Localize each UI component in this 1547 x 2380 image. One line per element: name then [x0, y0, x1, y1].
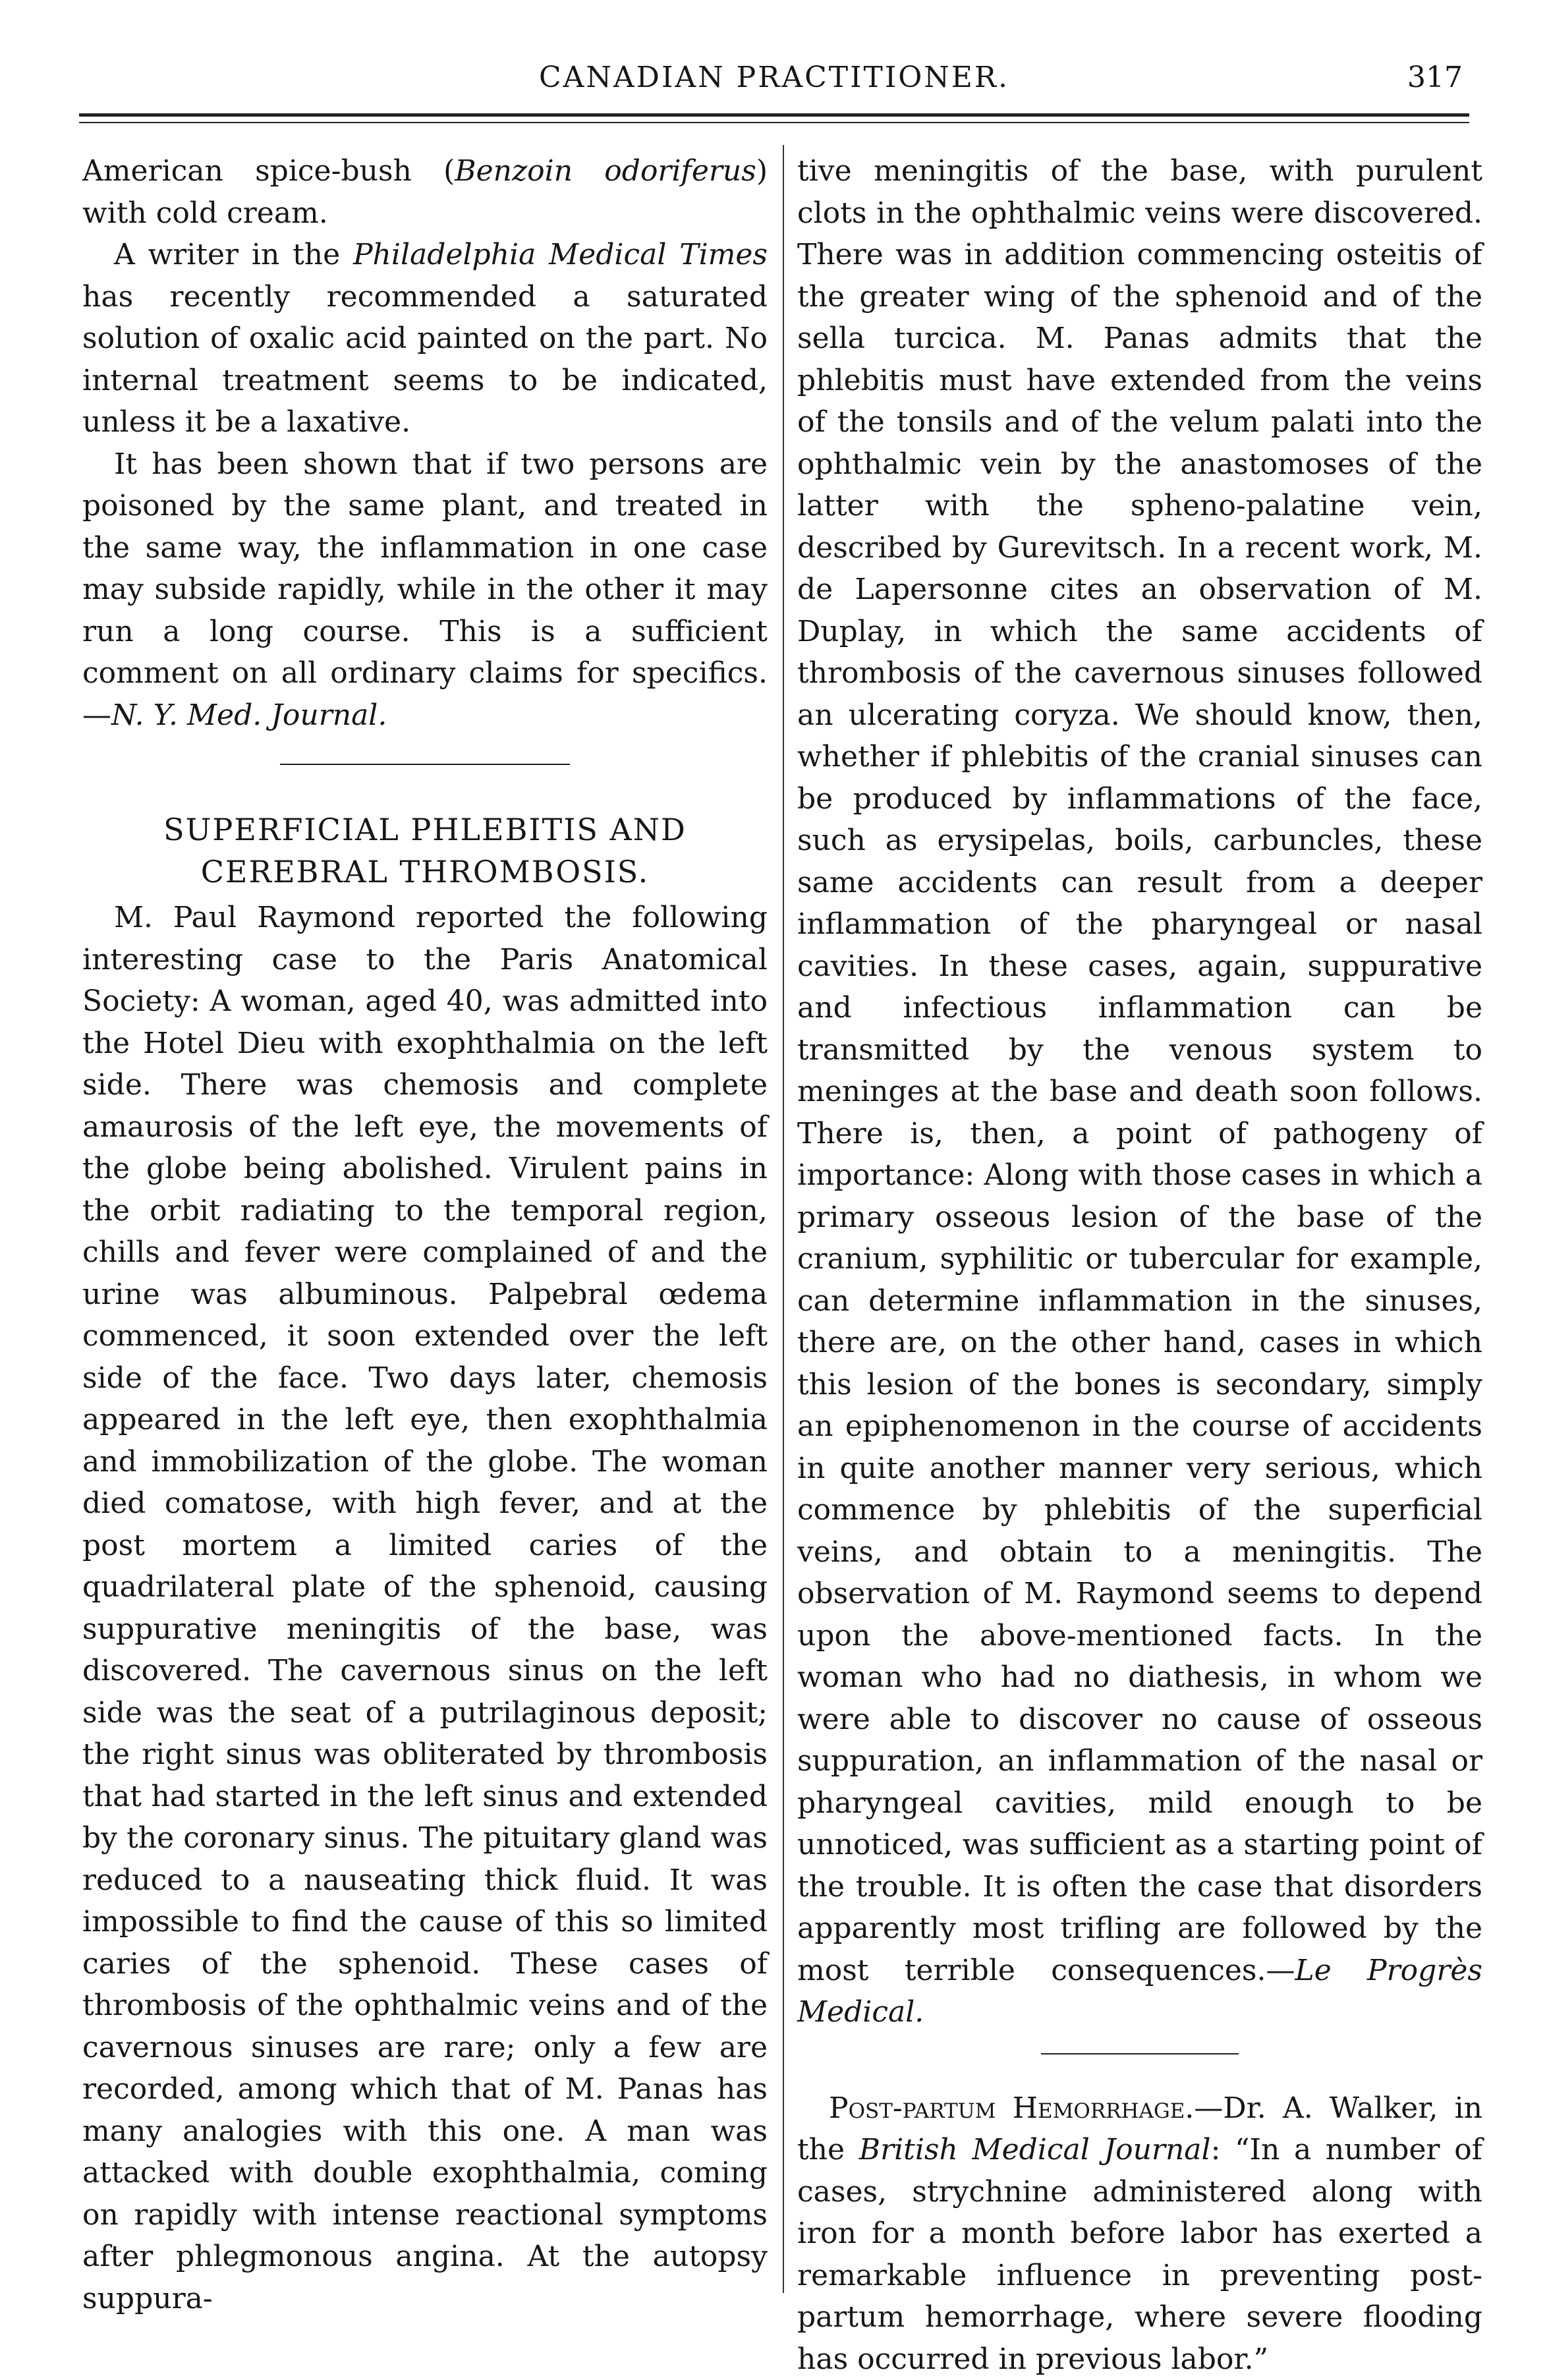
text-run: A writer in the: [114, 238, 353, 271]
text-italic: Le Progrès Medical.: [797, 1954, 1482, 2029]
header-rule-thick: [79, 113, 1469, 117]
paragraph-specifics: [82, 443, 768, 737]
page-number: 317: [1407, 61, 1463, 94]
text-run: American spice-bush (: [82, 154, 455, 188]
text-run: tive meningitis of the base, with purulent clots in the ophthalmic veins were discovered. There was in addition commencing osteitis of the greater wing of the sphenoid and of the sella turcica. M. Panas admits that the phlebitis must have extended from the veins of the tonsils and of the velum palati into the ophthalmic vein by the anastomoses of the latter with the spheno-palatine vein, described by Gurevitsch. In a recent work, M. de Lapersonne cites an observation of M. Duplay, in which the same accidents of thrombosis of the cavernous sinuses followed an ulcerating coryza. We should know, then, whether if phlebitis of the cranial sinuses can be produced by inflammations of the face, such as erysipelas, boils, carbuncles, these same accidents can result from a deeper inflammation of the pharyngeal or nasal cavities. In these cases, again, suppurative and infectious inflammation can be transmitted by the venous system to meninges at the base and death soon follows. There is, then, a point of pathogeny of importance: Along with those cases in which a primary osseous lesion of the base of the cranium, syphilitic or tubercular for example, can determine inflammation in the sinuses, there are, on the other hand, cases in which this lesion of the bones is secondary, simply an epiphenomenon in the course of accidents in quite another manner very serious, which commence by phlebitis of the superficial veins, and obtain to a meningitis. The observation of M. Raymond seems to depend upon the above-mentioned facts. In the woman who had no diathesis, in whom we were able to discover no cause of osseous suppuration, an inflammation of the nasal or pharyngeal cavities, mild enough to be unnoticed, was sufficient as a starting point of the trouble. It is often the case that disorders apparently most trifling are followed by the most terrible consequences.—: [797, 154, 1482, 1987]
section-separator: [280, 764, 570, 765]
text-italic: Philadelphia Medical Times: [353, 238, 768, 271]
text-run: ) with cold cream.: [82, 154, 768, 230]
run-in-heading: Post-partum Hemorrhage.: [829, 2091, 1194, 2125]
text-italic: N. Y. Med. Journal.: [111, 698, 387, 732]
journal-title: CANADIAN PRACTITIONER.: [79, 61, 1469, 94]
section-separator-small: [1041, 2053, 1239, 2054]
left-column: [82, 150, 768, 2319]
paragraph-postpartum: [797, 2087, 1482, 2380]
paragraph-raymond-case: M. Paul Raymond reported the following interesting case to the Paris Anatomical Society: A woman, aged 40, was admitted into the Hotel Dieu with exophthalmia on the left side. There was chemosis and complete amaurosis of the left eye, the movements of the globe being abolished. Virulent pains in the orbit radiating to the temporal region, chills and fever were complained of and the urine was albuminous. Palpebral œdema commenced, it soon extended over the left side of the face. Two days later, chemosis appeared in the left eye, then exophthalmia and immobilization of the globe. The woman died comatose, with high fever, and at the post mortem a limited caries of the quadrilateral plate of the sphenoid, causing suppurative meningitis of the base, was discovered. The cavernous sinus on the left side was the seat of a putrilaginous deposit; the right sinus was obliterated by thrombosis that had started in the left sinus and extended by the coronary sinus. The pituitary gland was reduced to a nauseating thick fluid. It was impossible to find the cause of this so limited caries of the sphenoid. These cases of thrombosis of the ophthalmic veins and of the cavernous sinuses are rare; only a few are recorded, among which that of M. Panas has many analogies with this one. A man was attacked with double exophthalmia, coming on rapidly with intense reactional symptoms after phlegmonous angina. At the autopsy suppura-: [82, 897, 768, 2319]
right-column: [797, 150, 1482, 2380]
column-divider: [783, 145, 784, 2293]
header-rule-thin: [79, 122, 1469, 123]
paragraph-spice-bush: [82, 150, 768, 234]
text-italic: British Medical Journal: [859, 2133, 1211, 2167]
text-run: It has been shown that if two persons are poisoned by the same plant, and treated in the same way, the inflammation in one case may subside rapidly, while in the other it may run a long course. This is a sufficient comment on all ordinary claims for specifics.—: [82, 447, 768, 732]
running-header: [79, 59, 1469, 105]
text-run: has recently recommended a saturated solution of oxalic acid painted on the part. No internal treatment seems to be indicated, unless it be a laxative.: [82, 280, 768, 439]
paragraph-continuation: [797, 150, 1482, 2033]
article-heading: SUPERFICIAL PHLEBITIS AND CEREBRAL THROMBOSIS.: [82, 808, 768, 893]
text-run: : “In a number of cases, strychnine administered along with iron for a month before labor has exerted a remarkable influence in preventing post-partum hemorrhage, where severe flooding has occurred in previous labor.”: [797, 2133, 1482, 2376]
text-run: —Dr. A. Walker, in the: [797, 2091, 1482, 2167]
paragraph-oxalic-acid: [82, 234, 768, 443]
text-italic: Benzoin odoriferus: [455, 154, 756, 188]
